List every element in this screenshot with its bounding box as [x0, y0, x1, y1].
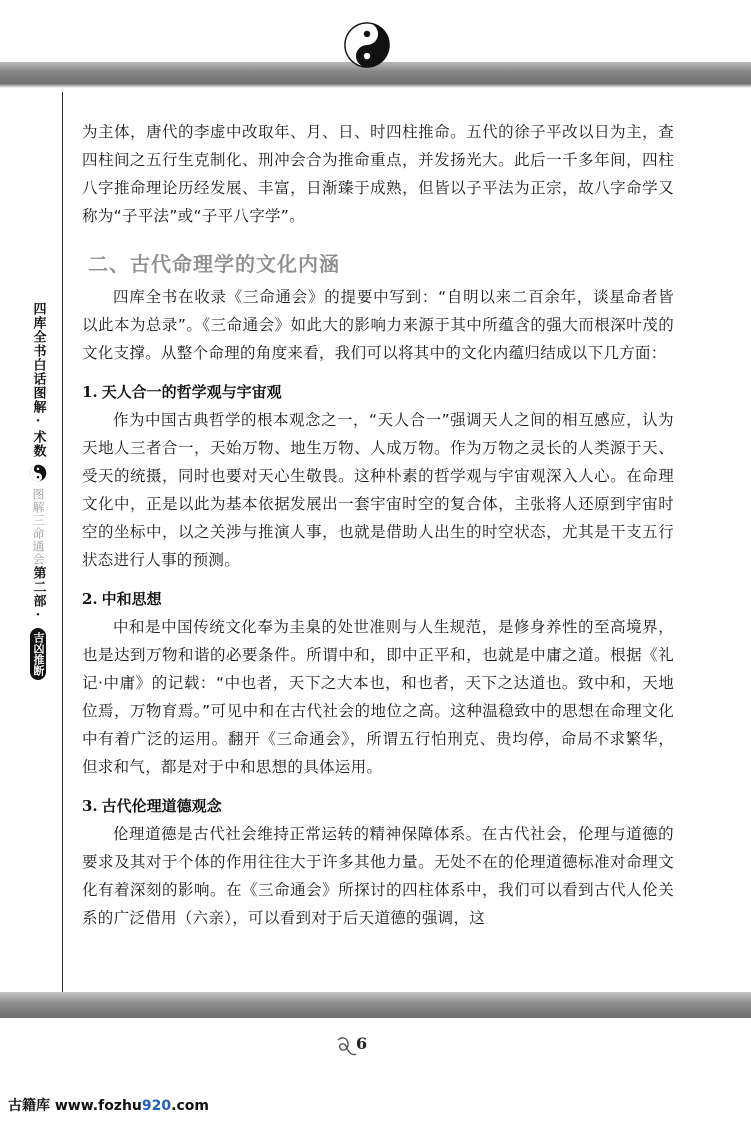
book-title: 图解三命通会: [31, 488, 45, 566]
yin-yang-icon: [344, 22, 390, 68]
subsection-heading: 古代伦理道德观念: [101, 797, 222, 815]
subsection-title-3: [82, 795, 674, 816]
page-number-block: [336, 1034, 396, 1058]
section-intro: 四库全书在收录《三命通会》的提要中写到：“自明以来二百余年，谈星命者皆以此本为总录”。《三命通会》如此大的影响力来源于其中所蕴含的强大而根深叶茂的文化支撑。从整个命理的角度来看，我们可以将其中的文化内蕴归结成以下几方面：: [82, 288, 674, 362]
yin-yang-small-icon: [29, 464, 47, 482]
subsection-text-2: 中和是中国传统文化奉为圭臬的处世准则与人生规范，是修身养性的至高境界，也是达到万物和谐的必要条件。所谓中和，即中正平和，也就是中庸之道。根据《礼记·中庸》的记载：“中也者，天下之大本也，和也者，天下之达道也。致中和，天地位焉，万物育焉。”可见中和在古代社会的地位之高。这种温稳致中的思想在命理文化中有着广泛的运用。翻开《三命通会》，所谓五行怕刑克、贵均停，命局不求繁华，但求和气，都是对于中和思想的具体运用。: [82, 618, 674, 776]
section-title: 二、古代命理学的文化内涵: [88, 252, 340, 276]
site-url[interactable]: www.fozhu920.com: [54, 1098, 209, 1114]
series-title: 四库全书白话图解·术数: [30, 302, 46, 458]
subsection-title-1: [82, 381, 674, 402]
swirl-ornament-icon: [336, 1034, 358, 1058]
subsection-heading: 天人合一的哲学观与宇宙观: [101, 383, 282, 401]
subsection-number: 2.: [82, 590, 98, 608]
part-label: 第二部·: [30, 566, 46, 624]
source-footer[interactable]: [8, 1095, 209, 1115]
chapter-badge: 吉凶推断: [30, 628, 46, 680]
main-content: [82, 118, 674, 932]
subsection-number: 3.: [82, 797, 98, 815]
margin-rule: [62, 92, 63, 992]
page-number: 6: [356, 1034, 368, 1053]
subsection-text-3: 伦理道德是古代社会维持正常运转的精神保障体系。在古代社会，伦理与道德的要求及其对于个体的作用往往大于许多其他力量。无处不在的伦理道德标准对命理文化有着深刻的影响。在《三命通会》所探讨的四柱体系中，我们可以看到古代人伦关系的广泛借用（六亲），可以看到对于后天道德的强调，这: [82, 825, 674, 927]
subsection-text-1: 作为中国古典哲学的根本观念之一，“天人合一”强调天人之间的相互感应，认为天地人三者合一，天始万物、地生万物、人成万物。作为万物之灵长的人类源于天、受天的统摄，同时也要对天心生敬畏。这种朴素的哲学观与宇宙观深入人心。在命理文化中，正是以此为基本依据发展出一套宇宙时空的复合体，主张将人还原到宇宙时空的坐标中，以之关涉与推演人事，也就是借助人出生的时空状态，尤其是干支五行状态进行人事的预测。: [82, 411, 674, 569]
subsection-heading: 中和思想: [101, 590, 162, 608]
subsection-title-2: [82, 588, 674, 609]
site-name: 古籍库: [8, 1098, 50, 1114]
sidebar: [26, 302, 50, 680]
subsection-number: 1.: [82, 383, 98, 401]
intro-paragraph: 为主体，唐代的李虚中改取年、月、日、时四柱推命。五代的徐子平改以日为主，查四柱间之五行生克制化、刑冲会合为推命重点，并发扬光大。此后一千多年间，四柱八字推命理论历经发展、丰富，日渐臻于成熟，但皆以子平法为正宗，故八字命学又称为“子平法”或“子平八字学”。: [82, 123, 674, 225]
footer-band: [0, 992, 751, 1018]
